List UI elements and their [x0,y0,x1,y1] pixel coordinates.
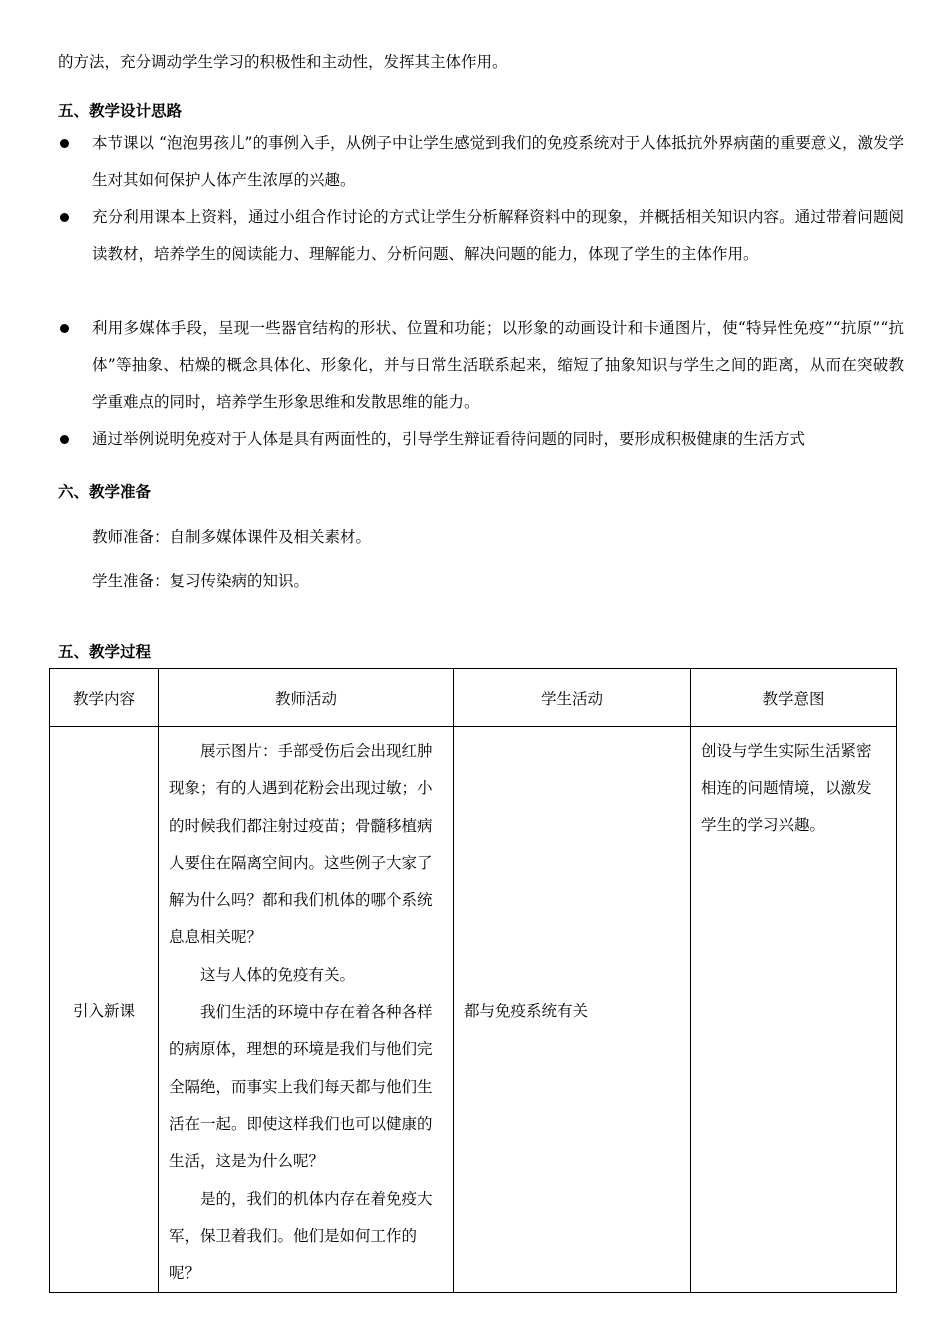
intro-line: 的方法，充分调动学生学习的积极性和主动性，发挥其主体作用。 [58,53,508,71]
process-table [49,668,897,1293]
student-activity-cell: 都与免疫系统有关 [454,727,691,1293]
table-header-row [50,669,897,727]
design-bullet-2: 充分利用课本上资料，通过小组合作讨论的方式让学生分析解释资料中的现象，并概括相关知识内容。通过带着问题阅读教材，培养学生的阅读能力、理解能力、分析问题、解决问题的能力，体现了学生的主体作用。 [92,208,904,263]
column-header-content: 教学内容 [50,669,159,727]
intent-cell: 创设与学生实际生活紧密相连的问题情境，以激发学生的学习兴趣。 [691,727,897,1293]
column-header-student: 学生活动 [454,669,691,727]
design-bullet-1: 本节课以 “泡泡男孩儿”的事例入手，从例子中让学生感觉到我们的免疫系统对于人体抵抗外界病菌的重要意义，激发学生对其如何保护人体产生浓厚的兴趣。 [92,134,904,189]
teacher-paragraph: 展示图片：手部受伤后会出现红肿现象；有的人遇到花粉会出现过敏；小的时候我们都注射过疫苗；骨髓移植病人要住在隔离空间内。这些例子大家了解为什么吗？都和我们机体的哪个系统息息相关呢？ [169,742,433,947]
column-header-intent: 教学意图 [691,669,897,727]
table-row [50,727,897,1293]
bullet-icon [60,324,69,333]
teacher-prep: 教师准备：自制多媒体课件及相关素材。 [92,528,372,546]
design-bullet-3: 利用多媒体手段，呈现一些器官结构的形状、位置和功能；以形象的动画设计和卡通图片，使“特异性免疫”“抗原”“抗体”等抽象、枯燥的概念具体化、形象化，并与日常生活联系起来，缩短了抽象知识与学生之间的距离，从而在突破教学重难点的同时，培养学生形象思维和发散思维的能力。 [92,319,904,411]
bullet-icon [60,435,69,444]
bullet-icon [60,139,69,148]
teacher-activity-cell [159,727,454,1293]
teacher-paragraph: 这与人体的免疫有关。 [200,965,356,984]
content-cell: 引入新课 [50,727,159,1293]
teacher-paragraph: 我们生活的环境中存在着各种各样的病原体，理想的环境是我们与他们完全隔绝，而事实上我们每天都与他们生活在一起。即使这样我们也可以健康的生活，这是为什么呢？ [169,1003,433,1171]
design-bullet-4: 通过举例说明免疫对于人体是具有两面性的，引导学生辩证看待问题的同时，要形成积极健康的生活方式 [92,430,806,448]
student-prep: 学生准备：复习传染病的知识。 [92,572,310,590]
design-heading: 五、教学设计思路 [58,102,183,120]
teacher-paragraph: 是的，我们的机体内存在着免疫大军，保卫着我们。他们是如何工作的呢？ [169,1189,433,1283]
process-heading: 五、教学过程 [58,643,152,661]
prep-heading: 六、教学准备 [58,483,152,501]
column-header-teacher: 教师活动 [159,669,454,727]
bullet-icon [60,213,69,222]
